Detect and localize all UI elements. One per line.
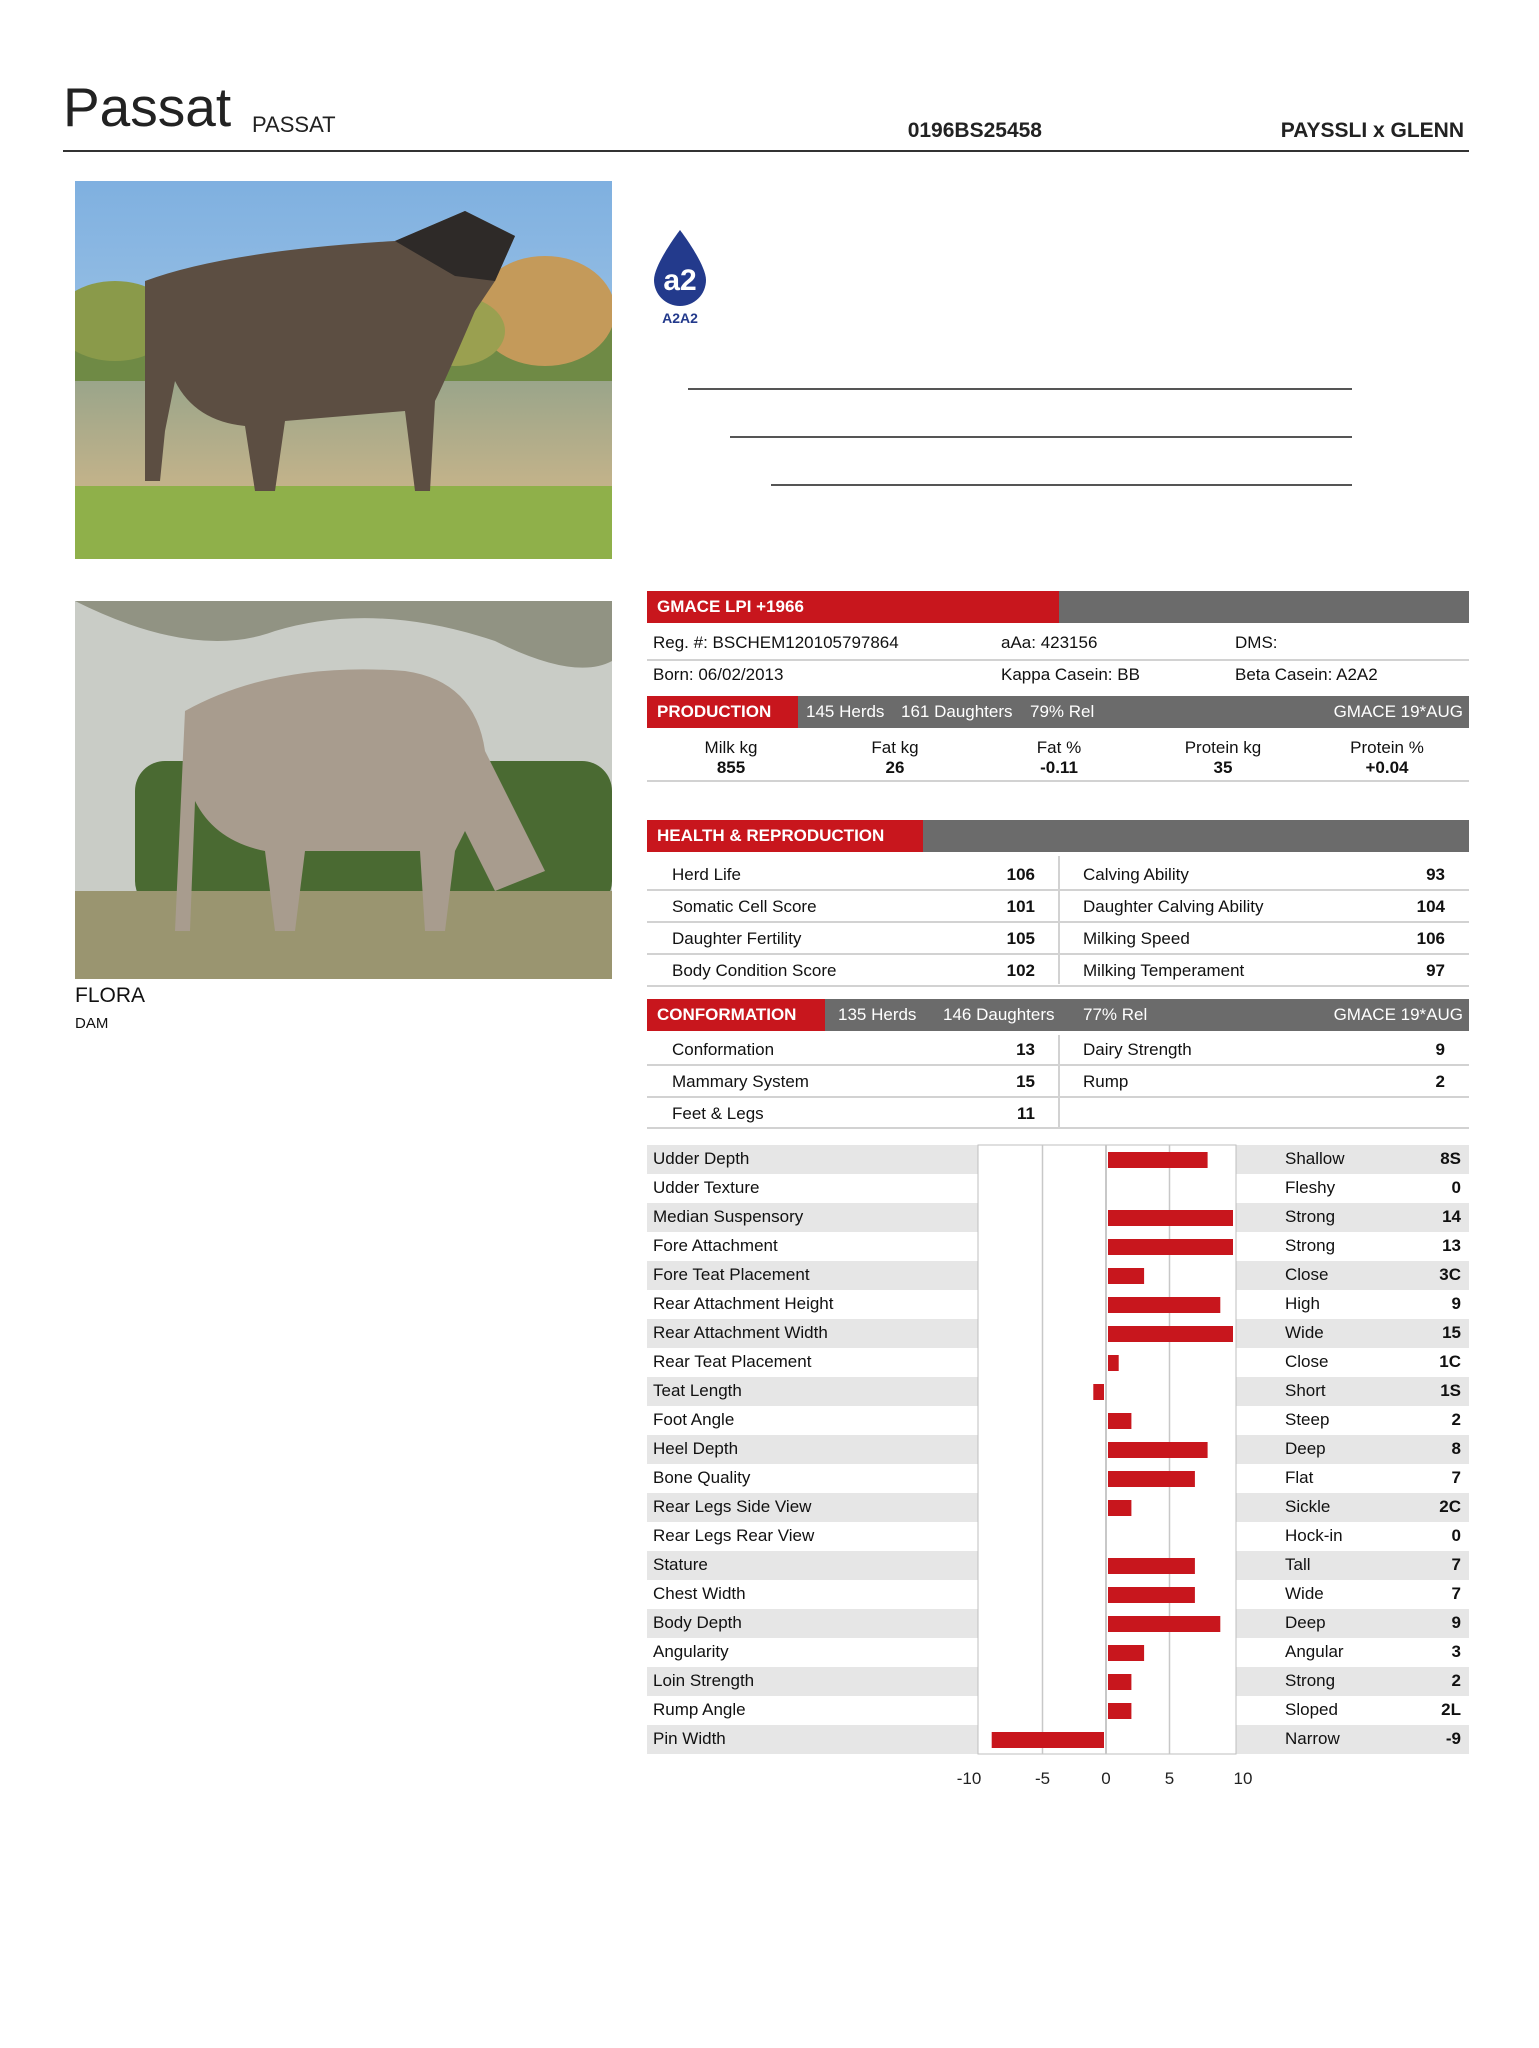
linear-trait-name: Fore Teat Placement — [653, 1265, 810, 1284]
trait-value: 106 — [1006, 865, 1035, 884]
conformation-daughters: 146 Daughters — [943, 1005, 1055, 1024]
dms-code: DMS: — [1235, 633, 1278, 652]
trait-label: Calving Ability — [1083, 865, 1189, 884]
chart-bar — [1108, 1645, 1144, 1661]
trait-value: 105 — [1006, 929, 1035, 948]
chart-bar — [1108, 1326, 1233, 1342]
fat-kg-value: 26 — [885, 758, 905, 777]
linear-trait-name: Rear Attachment Width — [653, 1323, 828, 1342]
linear-trait-value: 3C — [1439, 1265, 1461, 1284]
linear-trait-name: Loin Strength — [653, 1671, 755, 1690]
pedigree: PAYSSLI x GLENN — [1280, 119, 1464, 142]
linear-trait-descriptor: Strong — [1285, 1236, 1336, 1255]
chart-bar — [1108, 1297, 1220, 1313]
chart-bar — [1108, 1355, 1119, 1371]
production-herds: 145 Herds — [806, 702, 885, 721]
linear-trait-name: Rear Attachment Height — [653, 1294, 834, 1313]
linear-trait-name: Pin Width — [653, 1729, 726, 1748]
production-rel: 79% Rel — [1030, 702, 1095, 721]
linear-trait-descriptor: Steep — [1285, 1410, 1330, 1429]
protein-pct-label: Protein % — [1350, 738, 1424, 757]
a2-logo-text: a2 — [663, 264, 697, 297]
linear-trait-name: Stature — [653, 1555, 708, 1574]
trait-value: 97 — [1426, 961, 1445, 980]
linear-trait-value: 1S — [1440, 1381, 1461, 1400]
linear-trait-value: 14 — [1442, 1207, 1461, 1226]
beta-casein: Beta Casein: A2A2 — [1235, 665, 1378, 684]
trait-value: 102 — [1006, 961, 1035, 980]
linear-trait-descriptor: Close — [1285, 1352, 1329, 1371]
trait-label: Dairy Strength — [1083, 1040, 1192, 1059]
linear-trait-value: 1C — [1439, 1352, 1461, 1371]
chart-bar — [1108, 1500, 1131, 1516]
linear-trait-name: Rump Angle — [653, 1700, 746, 1719]
kappa-casein: Kappa Casein: BB — [1001, 665, 1140, 684]
milk-kg-label: Milk kg — [704, 738, 758, 757]
linear-trait-name: Angularity — [653, 1642, 729, 1661]
trait-label: Herd Life — [672, 865, 741, 884]
linear-trait-value: -9 — [1445, 1729, 1461, 1748]
linear-trait-name: Chest Width — [653, 1584, 746, 1603]
trait-label: Mammary System — [672, 1072, 809, 1091]
linear-trait-name: Fore Attachment — [653, 1236, 778, 1255]
linear-trait-name: Median Suspensory — [653, 1207, 804, 1226]
dam-label: DAM — [75, 1015, 109, 1032]
production-source: GMACE 19*AUG — [1333, 702, 1463, 721]
chart-bar — [1093, 1384, 1104, 1400]
linear-trait-value: 0 — [1451, 1526, 1461, 1545]
chart-bar — [1108, 1703, 1131, 1719]
born-date: Born: 06/02/2013 — [653, 665, 784, 684]
fat-pct-label: Fat % — [1036, 738, 1082, 757]
linear-trait-descriptor: Narrow — [1285, 1729, 1340, 1748]
linear-trait-descriptor: Deep — [1285, 1613, 1326, 1632]
chart-bar — [1108, 1152, 1208, 1168]
production-daughters: 161 Daughters — [901, 702, 1013, 721]
linear-trait-value: 7 — [1451, 1468, 1461, 1487]
linear-trait-value: 2 — [1451, 1671, 1461, 1690]
linear-trait-descriptor: Tall — [1285, 1555, 1311, 1574]
chart-bar — [1108, 1587, 1195, 1603]
trait-value: 13 — [1016, 1040, 1035, 1059]
conformation-herds: 135 Herds — [838, 1005, 917, 1024]
bull-subname: PASSAT — [252, 112, 336, 137]
linear-trait-value: 7 — [1451, 1584, 1461, 1603]
conformation-rel: 77% Rel — [1083, 1005, 1148, 1024]
gmace-title: GMACE LPI +1966 — [647, 591, 1059, 623]
trait-value: 9 — [1435, 1040, 1445, 1059]
chart-bar — [1108, 1558, 1195, 1574]
linear-trait-value: 9 — [1451, 1613, 1461, 1632]
linear-trait-descriptor: Strong — [1285, 1207, 1336, 1226]
linear-trait-name: Rear Teat Placement — [653, 1352, 812, 1371]
linear-trait-descriptor: Wide — [1285, 1323, 1324, 1342]
linear-trait-descriptor: Sickle — [1285, 1497, 1331, 1516]
registration-code: 0196BS25458 — [907, 119, 1042, 142]
linear-trait-value: 8S — [1440, 1149, 1461, 1168]
trait-value: 11 — [1017, 1104, 1035, 1123]
linear-trait-descriptor: Sloped — [1285, 1700, 1338, 1719]
fat-kg-label: Fat kg — [871, 738, 919, 757]
production-title: PRODUCTION — [647, 696, 798, 728]
linear-trait-descriptor: Angular — [1285, 1642, 1344, 1661]
trait-label: Body Condition Score — [672, 961, 837, 980]
linear-trait-descriptor: Hock-in — [1285, 1526, 1343, 1545]
linear-trait-value: 9 — [1451, 1294, 1461, 1313]
chart-tick-label: 10 — [1233, 1769, 1253, 1788]
chart-bar — [1108, 1616, 1220, 1632]
linear-trait-value: 2C — [1439, 1497, 1461, 1516]
linear-trait-descriptor: High — [1285, 1294, 1320, 1313]
trait-label: Milking Speed — [1083, 929, 1190, 948]
linear-trait-descriptor: Fleshy — [1285, 1178, 1336, 1197]
linear-trait-descriptor: Shallow — [1285, 1149, 1345, 1168]
chart-bar — [1108, 1674, 1131, 1690]
linear-trait-value: 3 — [1451, 1642, 1461, 1661]
dam-name: FLORA — [75, 984, 146, 1007]
protein-kg-value: 35 — [1213, 758, 1233, 777]
aaa-code: aAa: 423156 — [1001, 633, 1098, 652]
fat-pct-value: -0.11 — [1040, 758, 1078, 777]
chart-bar — [1108, 1239, 1233, 1255]
milk-kg-value: 855 — [716, 758, 746, 777]
linear-trait-value: 0 — [1451, 1178, 1461, 1197]
linear-trait-name: Body Depth — [653, 1613, 742, 1632]
chart-bar — [1108, 1471, 1195, 1487]
trait-label: Milking Temperament — [1083, 961, 1245, 980]
linear-trait-name: Rear Legs Side View — [653, 1497, 812, 1516]
trait-label: Rump — [1083, 1072, 1129, 1091]
trait-value: 106 — [1416, 929, 1445, 948]
linear-trait-descriptor: Wide — [1285, 1584, 1324, 1603]
protein-kg-label: Protein kg — [1184, 738, 1262, 757]
linear-trait-descriptor: Flat — [1285, 1468, 1314, 1487]
bull-name: Passat — [63, 76, 232, 138]
linear-trait-value: 7 — [1451, 1555, 1461, 1574]
linear-trait-name: Foot Angle — [653, 1410, 735, 1429]
trait-value: 15 — [1016, 1072, 1035, 1091]
linear-trait-value: 2L — [1441, 1700, 1461, 1719]
chart-tick-label: 5 — [1164, 1769, 1175, 1788]
linear-trait-name: Heel Depth — [653, 1439, 739, 1458]
trait-label: Daughter Fertility — [672, 929, 802, 948]
chart-bar — [1108, 1413, 1131, 1429]
trait-label: Feet & Legs — [672, 1104, 764, 1123]
trait-value: 2 — [1435, 1072, 1445, 1091]
conformation-source: GMACE 19*AUG — [1333, 1005, 1463, 1024]
linear-trait-descriptor: Close — [1285, 1265, 1329, 1284]
linear-trait-name: Udder Depth — [653, 1149, 750, 1168]
trait-label: Conformation — [672, 1040, 775, 1059]
protein-pct-value: +0.04 — [1365, 758, 1409, 777]
linear-trait-value: 13 — [1442, 1236, 1461, 1255]
chart-tick-label: 0 — [1101, 1769, 1111, 1788]
linear-trait-descriptor: Strong — [1285, 1671, 1336, 1690]
trait-label: Daughter Calving Ability — [1083, 897, 1264, 916]
a2-label: A2A2 — [662, 310, 698, 326]
health-title: HEALTH & REPRODUCTION — [647, 820, 923, 852]
chart-bar — [992, 1732, 1104, 1748]
linear-trait-name: Bone Quality — [653, 1468, 751, 1487]
linear-trait-descriptor: Short — [1285, 1381, 1326, 1400]
trait-value: 93 — [1426, 865, 1445, 884]
trait-value: 104 — [1416, 897, 1445, 916]
trait-value: 101 — [1006, 897, 1035, 916]
trait-label: Somatic Cell Score — [672, 897, 817, 916]
linear-trait-name: Teat Length — [653, 1381, 742, 1400]
reg-number: Reg. #: BSCHEM120105797864 — [653, 633, 899, 652]
chart-bar — [1108, 1442, 1208, 1458]
linear-trait-descriptor: Deep — [1285, 1439, 1326, 1458]
linear-trait-name: Rear Legs Rear View — [653, 1526, 815, 1545]
chart-tick-label: -10 — [956, 1769, 982, 1788]
linear-trait-name: Udder Texture — [653, 1178, 760, 1197]
chart-tick-label: -5 — [1034, 1769, 1051, 1788]
linear-trait-value: 15 — [1442, 1323, 1461, 1342]
chart-bar — [1108, 1210, 1233, 1226]
conformation-title: CONFORMATION — [647, 999, 825, 1031]
linear-trait-value: 8 — [1451, 1439, 1461, 1458]
linear-trait-value: 2 — [1451, 1410, 1461, 1429]
chart-bar — [1108, 1268, 1144, 1284]
